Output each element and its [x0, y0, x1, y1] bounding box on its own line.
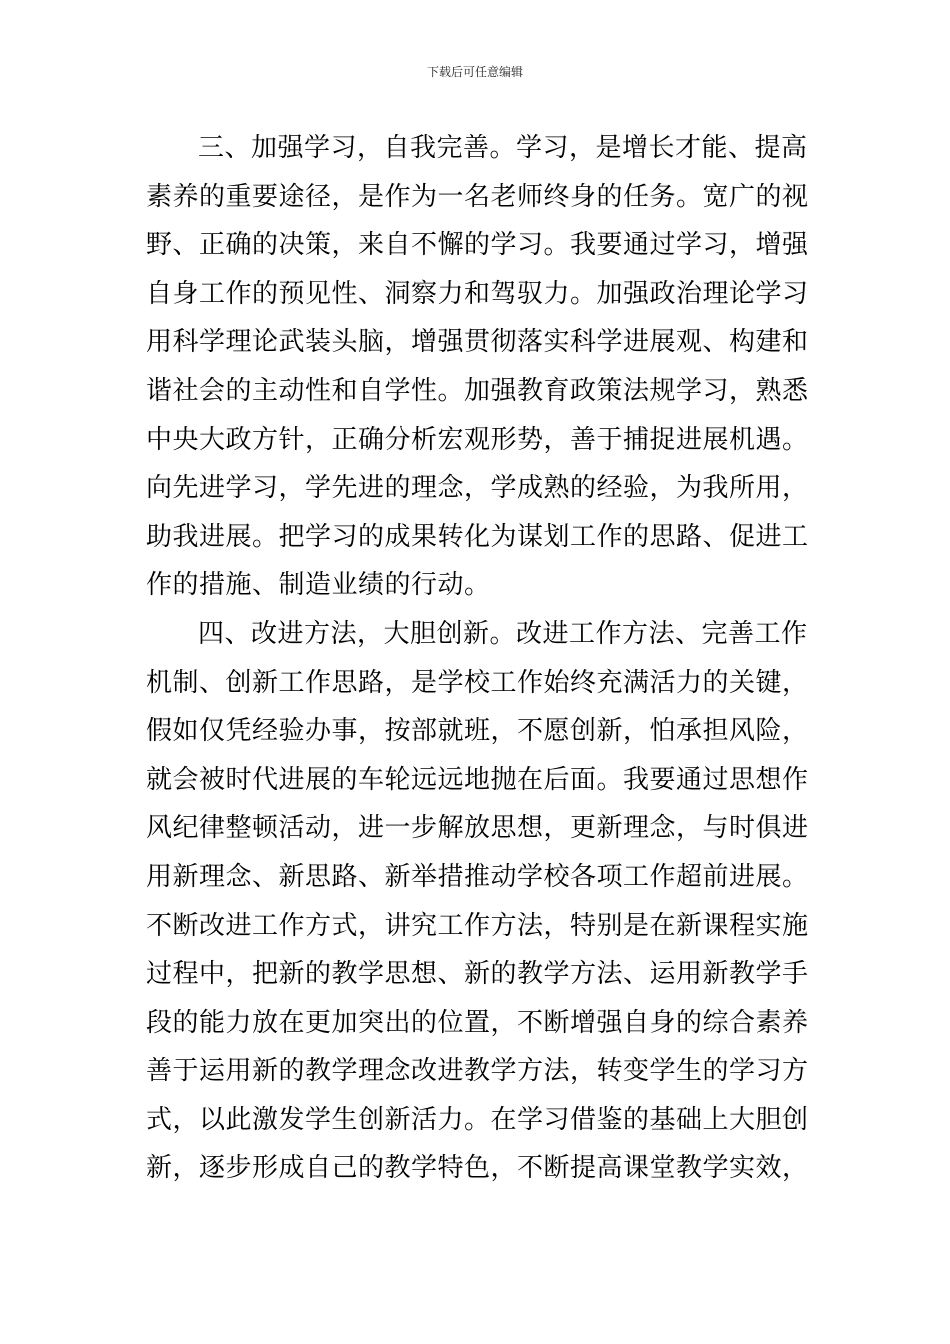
text-line: 三、加强学习，自我完善。学习，是增长才能、提高	[198, 133, 808, 163]
text-line: 假如仅凭经验办事，按部就班，不愿创新，怕承担风险，	[146, 716, 809, 747]
text-line: 素养的重要途径，是作为一名老师终身的任务。宽广的视	[146, 181, 809, 212]
text-line: 谐社会的主动性和自学性。加强教育政策法规学习，熟悉	[146, 375, 809, 406]
text-line: 作的措施、制造业绩的行动。	[146, 570, 491, 601]
text-line: 不断改进工作方式，讲究工作方法，特别是在新课程实施	[146, 910, 809, 941]
text-line: 野、正确的决策，来自不懈的学习。我要通过学习，增强	[146, 230, 809, 261]
text-line: 机制、创新工作思路，是学校工作始终充满活力的关键，	[146, 667, 809, 698]
text-line: 风纪律整顿活动，进一步解放思想，更新理念，与时俱进	[146, 813, 809, 844]
text-line: 用科学理论武装头脑，增强贯彻落实科学进展观、构建和	[146, 327, 809, 358]
text-line: 善于运用新的教学理念改进教学方法，转变学生的学习方	[146, 1056, 809, 1087]
text-line: 段的能力放在更加突出的位置，不断增强自身的综合素养	[146, 1007, 809, 1038]
document-body	[146, 124, 809, 1193]
text-line: 新，逐步形成自己的教学特色，不断提高课堂教学实效，	[146, 1153, 809, 1184]
text-line: 四、改进方法，大胆创新。改进工作方法、完善工作	[198, 618, 808, 649]
text-line: 自身工作的预见性、洞察力和驾驭力。加强政治理论学习	[146, 278, 809, 309]
text-line: 中央大政方针，正确分析宏观形势，善于捕捉进展机遇。	[146, 424, 809, 455]
text-line: 过程中，把新的教学思想、新的教学方法、运用新教学手	[146, 959, 809, 990]
text-line: 助我进展。把学习的成果转化为谋划工作的思路、促进工	[146, 521, 809, 552]
text-line: 式，以此激发学生创新活力。在学习借鉴的基础上大胆创	[146, 1104, 809, 1135]
paragraph-learning	[146, 124, 809, 610]
text-line: 用新理念、新思路、新举措推动学校各项工作超前进展。	[146, 861, 809, 892]
page-header: 下载后可任意编辑	[426, 65, 523, 79]
text-line: 就会被时代进展的车轮远远地抛在后面。我要通过思想作	[146, 764, 809, 795]
text-line: 向先进学习，学先进的理念，学成熟的经验，为我所用，	[146, 473, 809, 504]
paragraph-innovation	[146, 610, 809, 1193]
